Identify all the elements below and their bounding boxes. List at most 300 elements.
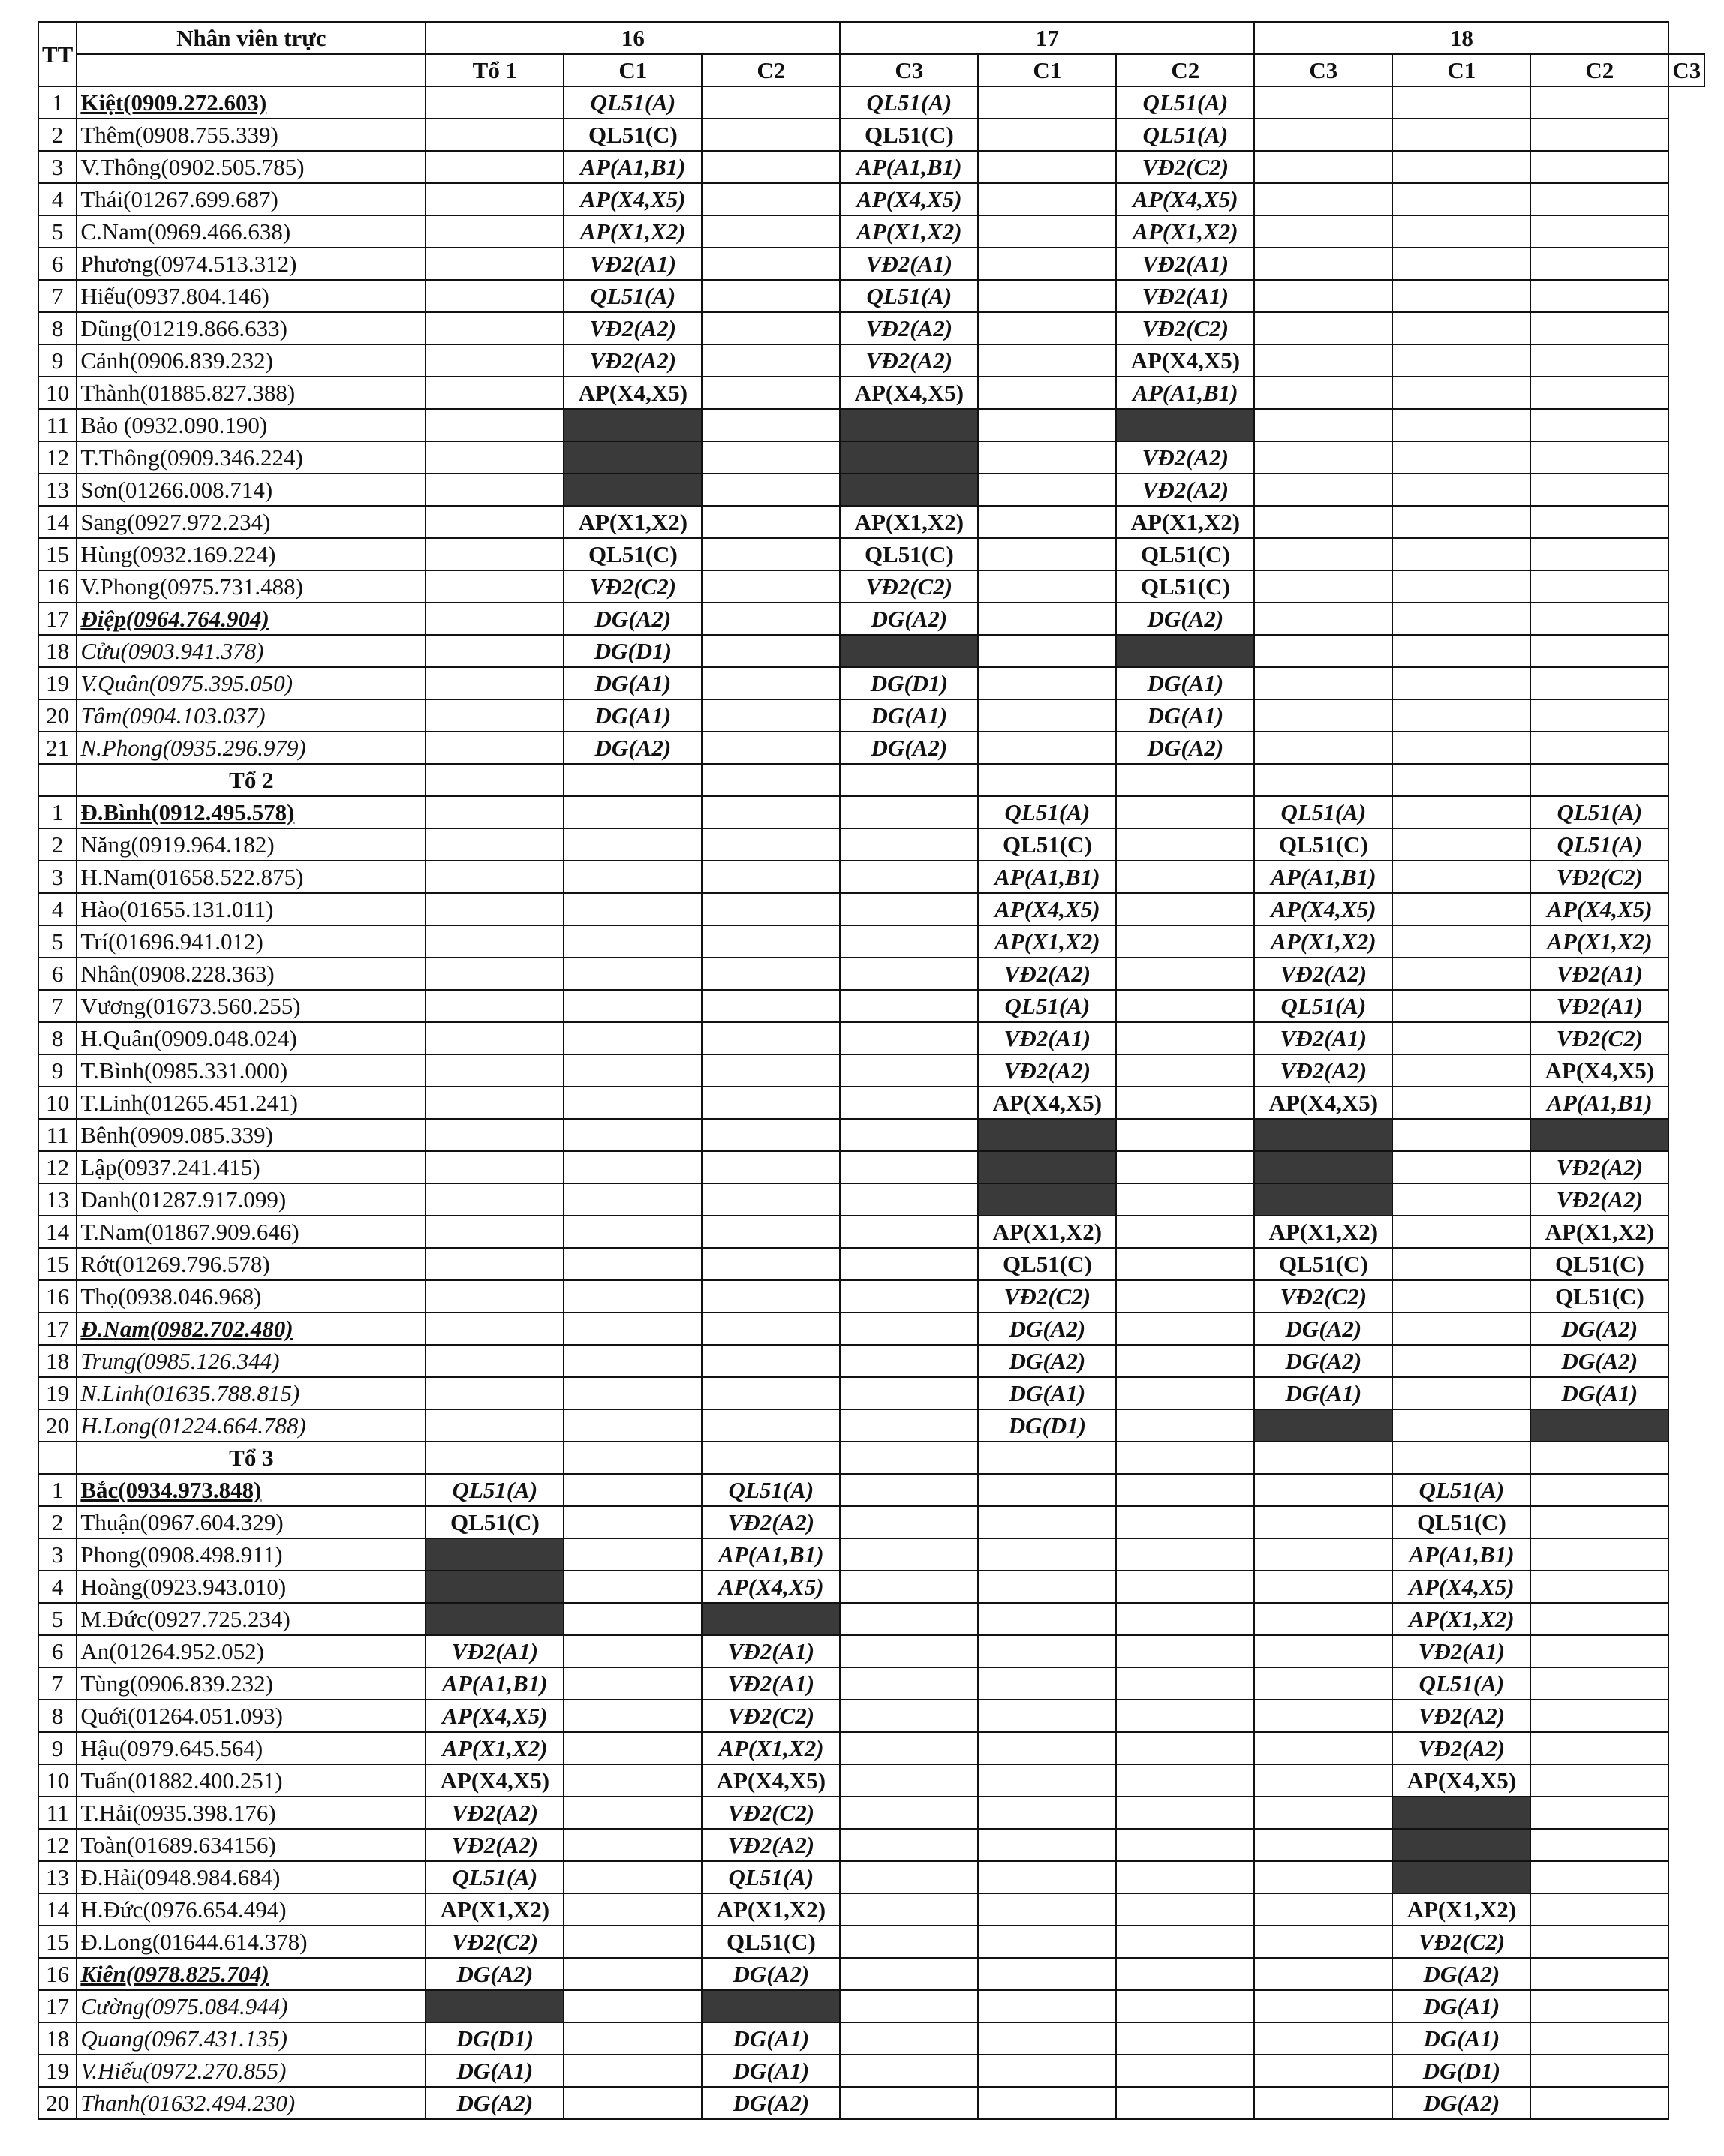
staff-name-cell	[77, 699, 426, 732]
staff-name: H.Nam(01658.522.875)	[80, 864, 304, 890]
row-number: 13	[38, 1183, 77, 1216]
staff-name-cell	[77, 1990, 426, 2022]
empty-cell	[840, 764, 978, 796]
staff-row	[38, 1119, 1704, 1151]
duty-assignment: QL51(C)	[840, 538, 978, 570]
duty-assignment: QL51(A)	[702, 1474, 840, 1506]
row-number: 18	[38, 635, 77, 667]
duty-assignment: VĐ2(A2)	[978, 1054, 1116, 1087]
row-number: 2	[38, 119, 77, 151]
empty-cell	[702, 861, 840, 893]
empty-cell	[1392, 151, 1530, 183]
empty-cell	[1392, 1054, 1530, 1087]
shaded-off-cell	[1254, 1119, 1392, 1151]
empty-cell	[978, 699, 1116, 732]
empty-cell	[564, 1958, 702, 1990]
duty-assignment: DG(A1)	[1392, 2022, 1530, 2055]
row-number: 13	[38, 1861, 77, 1893]
empty-cell	[1530, 1667, 1668, 1700]
empty-cell	[1530, 151, 1668, 183]
empty-cell	[1116, 1280, 1254, 1313]
header-row-days	[38, 22, 1704, 54]
empty-cell	[426, 699, 564, 732]
empty-cell	[1392, 409, 1530, 441]
duty-roster-table	[38, 21, 1705, 2120]
row-number: 16	[38, 1280, 77, 1313]
empty-cell	[978, 1732, 1116, 1764]
empty-cell	[978, 635, 1116, 667]
empty-cell	[564, 861, 702, 893]
duty-assignment: QL51(C)	[1530, 1280, 1668, 1313]
duty-assignment: QL51(C)	[1116, 538, 1254, 570]
duty-assignment: QL51(A)	[1116, 119, 1254, 151]
empty-cell	[1530, 344, 1668, 377]
empty-cell	[978, 1764, 1116, 1797]
row-number: 18	[38, 1345, 77, 1377]
row-number: 10	[38, 1087, 77, 1119]
duty-assignment: AP(X4,X5)	[840, 183, 978, 215]
empty-cell	[1530, 2055, 1668, 2087]
empty-cell	[1254, 1764, 1392, 1797]
staff-name-cell	[77, 1216, 426, 1248]
staff-name: Hoàng(0923.943.010)	[80, 1574, 287, 1600]
empty-cell	[1392, 538, 1530, 570]
empty-cell	[1254, 667, 1392, 699]
empty-cell	[978, 474, 1116, 506]
empty-cell	[1530, 1829, 1668, 1861]
empty-cell	[1254, 119, 1392, 151]
empty-cell	[702, 280, 840, 312]
empty-cell	[978, 1538, 1116, 1571]
empty-cell	[426, 1119, 564, 1151]
empty-cell	[1530, 312, 1668, 344]
empty-cell	[702, 1377, 840, 1409]
empty-cell	[1116, 1183, 1254, 1216]
empty-cell	[702, 215, 840, 248]
duty-assignment: QL51(A)	[1530, 828, 1668, 861]
empty-cell	[426, 538, 564, 570]
empty-cell	[564, 1571, 702, 1603]
row-number: 18	[38, 2022, 77, 2055]
empty-cell	[840, 1345, 978, 1377]
duty-assignment: AP(A1,B1)	[1116, 377, 1254, 409]
staff-row	[38, 699, 1704, 732]
staff-row	[38, 667, 1704, 699]
staff-row	[38, 1829, 1704, 1861]
duty-assignment: AP(X1,X2)	[1530, 1216, 1668, 1248]
staff-name: H.Long(01224.664.788)	[80, 1412, 306, 1439]
duty-assignment: QL51(A)	[426, 1861, 564, 1893]
row-number: 20	[38, 699, 77, 732]
empty-cell	[1254, 1990, 1392, 2022]
empty-cell	[1116, 1248, 1254, 1280]
duty-assignment: AP(A1,B1)	[840, 151, 978, 183]
duty-assignment: VĐ2(A1)	[840, 248, 978, 280]
shaded-off-cell	[1116, 409, 1254, 441]
staff-name-cell	[77, 183, 426, 215]
row-number: 3	[38, 861, 77, 893]
empty-cell	[1392, 377, 1530, 409]
empty-cell	[840, 861, 978, 893]
empty-cell	[1530, 1958, 1668, 1990]
duty-assignment: DG(A2)	[840, 603, 978, 635]
tt-cell	[77, 54, 426, 86]
duty-assignment: AP(A1,B1)	[978, 861, 1116, 893]
staff-row	[38, 1087, 1704, 1119]
empty-cell	[1116, 1345, 1254, 1377]
empty-cell	[1116, 1054, 1254, 1087]
empty-cell	[426, 248, 564, 280]
duty-assignment: QL51(A)	[978, 796, 1116, 828]
staff-name-cell	[77, 538, 426, 570]
empty-cell	[426, 1248, 564, 1280]
staff-name-cell	[77, 1313, 426, 1345]
row-number: 19	[38, 2055, 77, 2087]
duty-assignment: QL51(A)	[1116, 86, 1254, 119]
empty-cell	[978, 1506, 1116, 1538]
staff-name-cell	[77, 312, 426, 344]
empty-cell	[978, 732, 1116, 764]
empty-cell	[702, 474, 840, 506]
empty-cell	[564, 2022, 702, 2055]
staff-row	[38, 1926, 1704, 1958]
empty-cell	[840, 2087, 978, 2119]
duty-assignment: DG(A2)	[702, 1958, 840, 1990]
duty-assignment: AP(X4,X5)	[1116, 183, 1254, 215]
empty-cell	[1254, 2022, 1392, 2055]
staff-row	[38, 1958, 1704, 1990]
staff-name: Bắc(0934.973.848)	[80, 1477, 262, 1503]
empty-cell	[978, 538, 1116, 570]
empty-cell	[978, 2055, 1116, 2087]
staff-name: N.Linh(01635.788.815)	[80, 1380, 300, 1406]
empty-cell	[1530, 183, 1668, 215]
duty-assignment: DG(A1)	[1116, 667, 1254, 699]
empty-cell	[702, 312, 840, 344]
duty-assignment: AP(X1,X2)	[426, 1893, 564, 1926]
staff-name: Sơn(01266.008.714)	[80, 477, 273, 503]
shaded-off-cell	[840, 474, 978, 506]
empty-cell	[702, 1313, 840, 1345]
empty-cell	[978, 344, 1116, 377]
staff-name: Năng(0919.964.182)	[80, 831, 275, 858]
staff-name-cell	[77, 1958, 426, 1990]
staff-name: Thái(01267.699.687)	[80, 186, 278, 212]
staff-name-cell	[77, 1571, 426, 1603]
shaded-off-cell	[426, 1990, 564, 2022]
empty-cell	[978, 1700, 1116, 1732]
duty-assignment: VĐ2(A1)	[426, 1635, 564, 1667]
empty-cell	[564, 1151, 702, 1183]
empty-cell	[702, 893, 840, 925]
empty-cell	[702, 603, 840, 635]
empty-cell	[702, 764, 840, 796]
row-number: 1	[38, 86, 77, 119]
duty-assignment: VĐ2(A2)	[1116, 474, 1254, 506]
empty-cell	[1392, 248, 1530, 280]
staff-name: Toàn(01689.634156)	[80, 1832, 276, 1858]
empty-cell	[840, 1248, 978, 1280]
empty-cell	[564, 764, 702, 796]
row-number: 20	[38, 2087, 77, 2119]
duty-assignment: QL51(A)	[978, 990, 1116, 1022]
row-number: 17	[38, 1313, 77, 1345]
empty-cell	[426, 958, 564, 990]
empty-cell	[426, 1087, 564, 1119]
empty-cell	[564, 1700, 702, 1732]
empty-cell	[702, 925, 840, 958]
staff-name: V.Phong(0975.731.488)	[80, 573, 303, 600]
staff-name-cell	[77, 1893, 426, 1926]
empty-cell	[426, 474, 564, 506]
row-number: 6	[38, 958, 77, 990]
empty-cell	[426, 280, 564, 312]
row-number: 15	[38, 1248, 77, 1280]
staff-row	[38, 377, 1704, 409]
empty-cell	[426, 1054, 564, 1087]
empty-cell	[1530, 1635, 1668, 1667]
empty-cell	[1116, 1442, 1254, 1474]
duty-assignment: AP(X1,X2)	[978, 925, 1116, 958]
empty-cell	[1392, 312, 1530, 344]
empty-cell	[702, 635, 840, 667]
staff-row	[38, 1861, 1704, 1893]
empty-cell	[978, 603, 1116, 635]
empty-cell	[564, 1442, 702, 1474]
empty-cell	[978, 119, 1116, 151]
tt-header: TT	[38, 22, 77, 86]
duty-assignment: AP(A1,B1)	[426, 1667, 564, 1700]
empty-cell	[978, 86, 1116, 119]
staff-row	[38, 1377, 1704, 1409]
duty-roster-sheet	[38, 21, 1705, 2120]
shaded-off-cell	[1254, 1151, 1392, 1183]
staff-name: V.Thông(0902.505.785)	[80, 154, 305, 180]
empty-cell	[1254, 1474, 1392, 1506]
empty-cell	[426, 409, 564, 441]
staff-row	[38, 603, 1704, 635]
duty-assignment: DG(A2)	[564, 603, 702, 635]
duty-assignment: VĐ2(A1)	[1530, 958, 1668, 990]
duty-assignment: VĐ2(C2)	[702, 1797, 840, 1829]
empty-cell	[978, 764, 1116, 796]
empty-cell	[978, 183, 1116, 215]
empty-cell	[1116, 1409, 1254, 1442]
empty-cell	[1392, 732, 1530, 764]
empty-cell	[1254, 1700, 1392, 1732]
empty-cell	[1254, 732, 1392, 764]
empty-cell	[1254, 538, 1392, 570]
staff-row	[38, 1797, 1704, 1829]
duty-assignment: QL51(A)	[840, 280, 978, 312]
staff-row	[38, 2022, 1704, 2055]
empty-cell	[1116, 925, 1254, 958]
staff-name-cell	[77, 377, 426, 409]
staff-name-cell	[77, 1538, 426, 1571]
staff-name-cell	[77, 280, 426, 312]
empty-cell	[1254, 1926, 1392, 1958]
duty-assignment: VĐ2(A2)	[426, 1829, 564, 1861]
empty-cell	[1254, 344, 1392, 377]
duty-assignment: QL51(C)	[564, 538, 702, 570]
empty-cell	[840, 1119, 978, 1151]
staff-row	[38, 861, 1704, 893]
duty-assignment: VĐ2(C2)	[1392, 1926, 1530, 1958]
empty-cell	[1392, 1280, 1530, 1313]
empty-cell	[1392, 215, 1530, 248]
empty-cell	[564, 796, 702, 828]
duty-assignment: AP(X4,X5)	[426, 1700, 564, 1732]
duty-assignment: VĐ2(A2)	[564, 312, 702, 344]
empty-cell	[564, 828, 702, 861]
duty-assignment: VĐ2(A1)	[702, 1635, 840, 1667]
shaded-off-cell	[840, 635, 978, 667]
empty-cell	[1530, 119, 1668, 151]
empty-cell	[702, 1409, 840, 1442]
empty-cell	[702, 1442, 840, 1474]
empty-cell	[426, 893, 564, 925]
empty-cell	[564, 1764, 702, 1797]
staff-name-cell	[77, 1119, 426, 1151]
staff-name-cell	[77, 441, 426, 474]
empty-cell	[1254, 377, 1392, 409]
empty-cell	[1392, 667, 1530, 699]
staff-row	[38, 1216, 1704, 1248]
staff-name: Bảo (0932.090.190)	[80, 412, 268, 438]
staff-name: V.Hiếu(0972.270.855)	[80, 2058, 287, 2084]
duty-assignment: AP(X4,X5)	[978, 893, 1116, 925]
shaded-off-cell	[1254, 1183, 1392, 1216]
empty-cell	[1392, 344, 1530, 377]
empty-cell	[1116, 1119, 1254, 1151]
empty-cell	[1254, 699, 1392, 732]
row-number: 10	[38, 1764, 77, 1797]
staff-name: T.Thông(0909.346.224)	[80, 444, 303, 471]
empty-cell	[1254, 570, 1392, 603]
staff-name: Vương(01673.560.255)	[80, 993, 301, 1019]
row-number: 2	[38, 1506, 77, 1538]
staff-row	[38, 280, 1704, 312]
empty-cell	[1116, 1958, 1254, 1990]
empty-cell	[564, 1732, 702, 1764]
duty-assignment: QL51(A)	[702, 1861, 840, 1893]
empty-cell	[1392, 635, 1530, 667]
staff-row	[38, 1603, 1704, 1635]
staff-name-cell	[77, 667, 426, 699]
empty-cell	[978, 1474, 1116, 1506]
staff-row	[38, 248, 1704, 280]
empty-cell	[1392, 990, 1530, 1022]
duty-assignment: AP(X4,X5)	[1392, 1571, 1530, 1603]
staff-row	[38, 1732, 1704, 1764]
empty-cell	[840, 1474, 978, 1506]
empty-cell	[1530, 1861, 1668, 1893]
empty-cell	[426, 119, 564, 151]
empty-cell	[978, 280, 1116, 312]
staff-name: Rớt(01269.796.578)	[80, 1251, 270, 1277]
staff-name: Thành(01885.827.388)	[80, 380, 296, 406]
empty-cell	[702, 796, 840, 828]
empty-cell	[840, 990, 978, 1022]
staff-name-cell	[77, 1603, 426, 1635]
empty-cell	[426, 312, 564, 344]
staff-name-cell	[77, 506, 426, 538]
empty-cell	[978, 151, 1116, 183]
empty-cell	[840, 1216, 978, 1248]
group-title: Tổ 2	[77, 764, 426, 796]
staff-name-cell	[77, 248, 426, 280]
staff-name-cell	[77, 474, 426, 506]
staff-name: M.Đức(0927.725.234)	[80, 1606, 290, 1632]
staff-name-cell	[77, 1732, 426, 1764]
duty-assignment: AP(X1,X2)	[702, 1732, 840, 1764]
staff-row	[38, 828, 1704, 861]
empty-cell	[1392, 958, 1530, 990]
empty-cell	[1392, 1022, 1530, 1054]
duty-assignment: DG(A2)	[1254, 1313, 1392, 1345]
staff-name: T.Bình(0985.331.000)	[80, 1057, 288, 1084]
row-number: 11	[38, 1797, 77, 1829]
empty-cell	[426, 377, 564, 409]
empty-cell	[840, 1732, 978, 1764]
shaded-off-cell	[978, 1183, 1116, 1216]
staff-name: Đ.Bình(0912.495.578)	[80, 799, 295, 825]
empty-cell	[564, 1216, 702, 1248]
empty-cell	[840, 1764, 978, 1797]
empty-cell	[1392, 86, 1530, 119]
staff-name: T.Linh(01265.451.241)	[80, 1090, 298, 1116]
empty-cell	[1530, 1506, 1668, 1538]
empty-cell	[426, 1022, 564, 1054]
empty-cell	[1116, 1764, 1254, 1797]
empty-cell	[1530, 1732, 1668, 1764]
empty-cell	[564, 958, 702, 990]
duty-assignment: VĐ2(A2)	[702, 1829, 840, 1861]
empty-cell	[840, 1603, 978, 1635]
duty-assignment: QL51(C)	[978, 828, 1116, 861]
empty-cell	[1116, 1313, 1254, 1345]
empty-cell	[978, 312, 1116, 344]
empty-cell	[1116, 1700, 1254, 1732]
empty-cell	[1392, 1248, 1530, 1280]
empty-cell	[702, 1183, 840, 1216]
group-header-row	[38, 1442, 1704, 1474]
duty-assignment: VĐ2(A2)	[1254, 958, 1392, 990]
empty-cell	[426, 570, 564, 603]
empty-cell	[840, 1700, 978, 1732]
staff-name: An(01264.952.052)	[80, 1638, 264, 1664]
staff-name-cell	[77, 1506, 426, 1538]
duty-assignment: AP(X4,X5)	[978, 1087, 1116, 1119]
empty-cell	[978, 1797, 1116, 1829]
empty-cell	[564, 1248, 702, 1280]
empty-cell	[1530, 1797, 1668, 1829]
duty-assignment: AP(X1,X2)	[1530, 925, 1668, 958]
empty-cell	[1116, 1829, 1254, 1861]
staff-name-cell	[77, 1345, 426, 1377]
empty-cell	[1116, 1087, 1254, 1119]
duty-assignment: QL51(C)	[1392, 1506, 1530, 1538]
staff-row	[38, 1990, 1704, 2022]
empty-cell	[1530, 215, 1668, 248]
empty-cell	[840, 828, 978, 861]
empty-cell	[1254, 312, 1392, 344]
duty-assignment: QL51(C)	[978, 1248, 1116, 1280]
duty-assignment: AP(X4,X5)	[1116, 344, 1254, 377]
empty-cell	[978, 1829, 1116, 1861]
duty-assignment: DG(A1)	[1254, 1377, 1392, 1409]
staff-name-cell	[77, 1474, 426, 1506]
